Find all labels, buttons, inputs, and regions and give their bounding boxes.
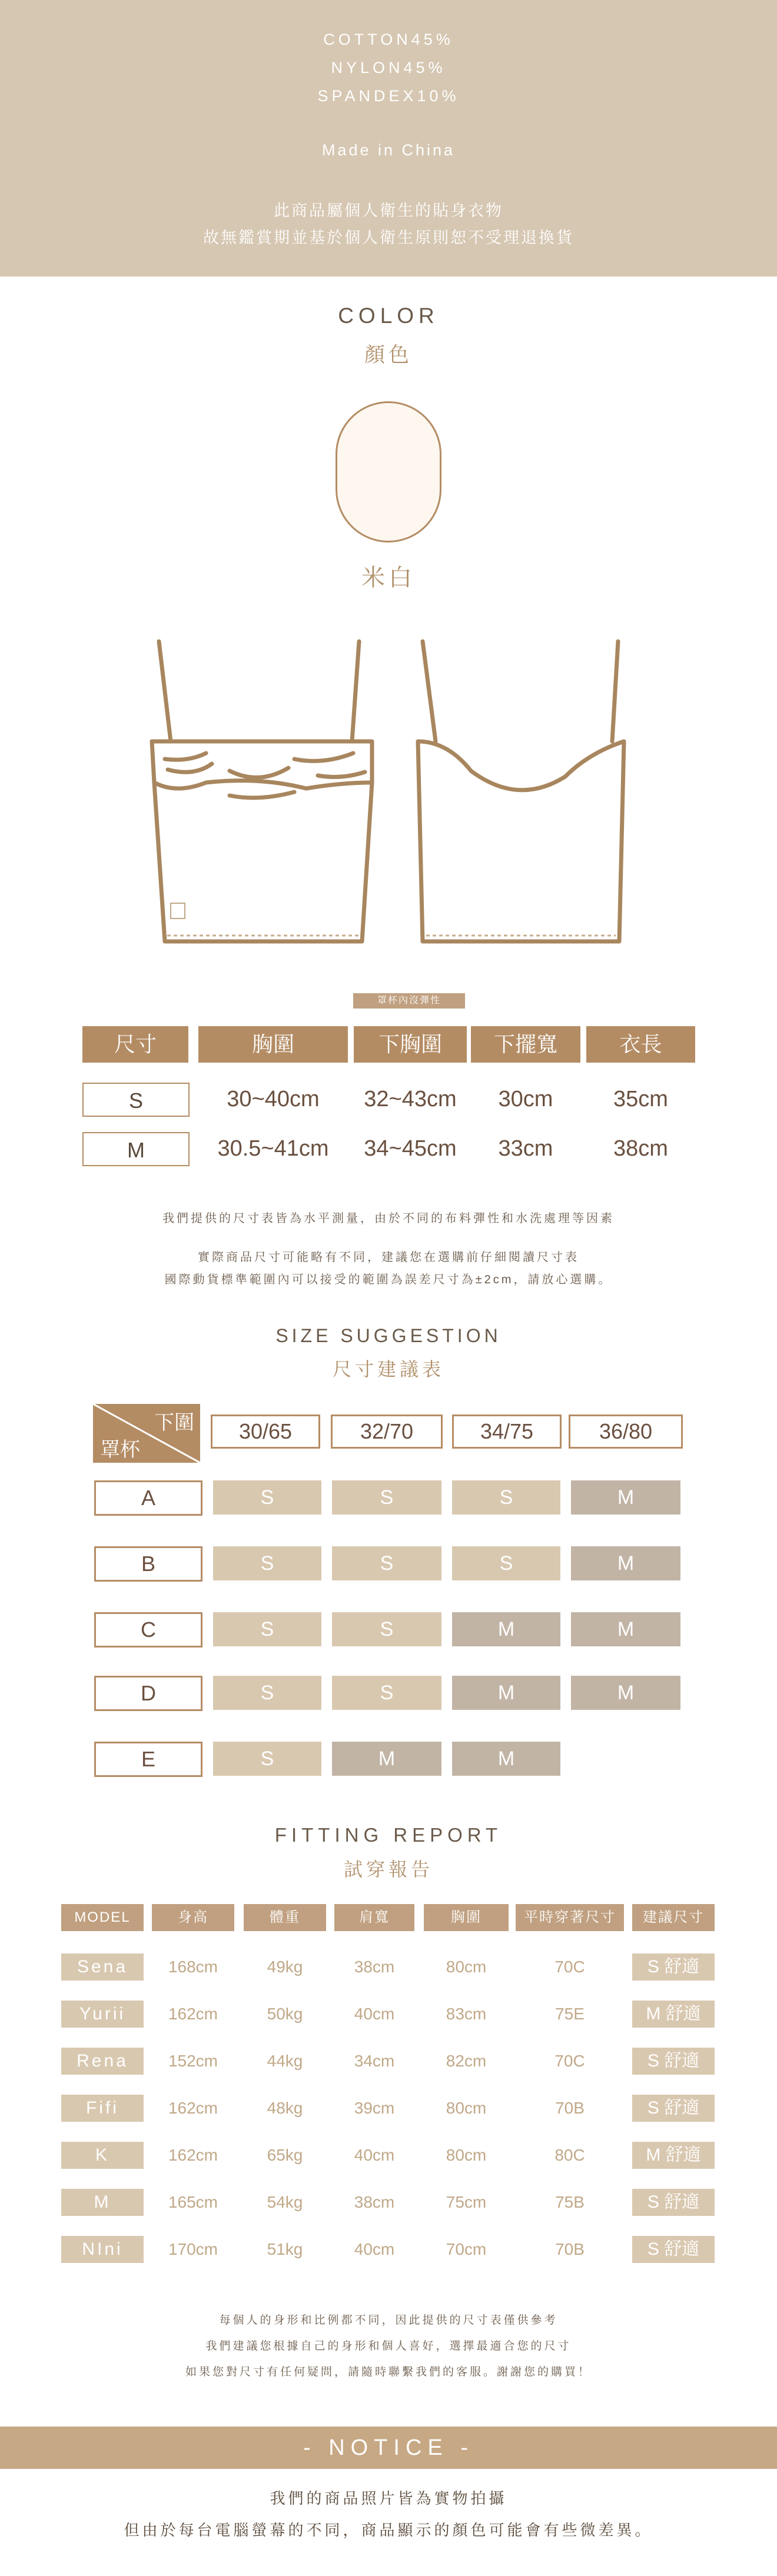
size-header-underbust: 下胸圍	[354, 1026, 467, 1063]
color-swatch	[336, 401, 441, 543]
size-row-m-size: M	[82, 1132, 190, 1166]
fit-cell: 70B	[555, 2099, 585, 2117]
front-left-strap	[159, 641, 171, 741]
fit-suggest: S 舒適	[632, 2189, 715, 2216]
fit-suggest: S 舒適	[632, 1953, 715, 1981]
cup-e: E	[94, 1742, 202, 1777]
made-in: Made in China	[321, 141, 456, 159]
fit-cell: 51kg	[267, 2240, 303, 2258]
fit-cell: 80cm	[446, 1958, 487, 1976]
material-cotton: COTTON45%	[323, 31, 454, 48]
corner-band-label: 下圍	[154, 1412, 194, 1434]
back-right-strap	[612, 641, 618, 741]
fit-model-m: M	[61, 2189, 144, 2216]
band-header-3: 34/75	[452, 1415, 562, 1449]
color-name: 米白	[361, 565, 416, 591]
fit-suggest: S 舒適	[632, 2048, 715, 2075]
size-note-1: 我們提供的尺寸表皆為水平測量，由於不同的布料彈性和水洗處理等因素	[162, 1212, 615, 1225]
fit-cell: 50kg	[267, 2005, 303, 2023]
fit-cell: 75B	[555, 2193, 585, 2211]
suggest-a-3: S	[452, 1480, 560, 1515]
suggestion-title-zh: 尺寸建議表	[332, 1359, 444, 1380]
size-row-s-size: S	[82, 1083, 190, 1117]
size-header-size: 尺寸	[82, 1026, 188, 1063]
fitting-note-3: 如果您對尺寸有任何疑問，請隨時聯繫我們的客服。謝謝您的購買！	[185, 2366, 592, 2378]
fit-model-k: K	[61, 2142, 144, 2169]
fit-header-height: 身高	[152, 1904, 234, 1931]
fit-cell: 165cm	[168, 2193, 218, 2211]
notice-line-2: 但由於每台電腦螢幕的不同，商品顯示的顏色可能會有些微差異。	[124, 2521, 653, 2539]
size-row-s-hem: 30cm	[498, 1087, 553, 1111]
material-banner	[0, 0, 777, 277]
fit-cell: 49kg	[267, 1958, 303, 1976]
suggest-c-2: S	[332, 1612, 441, 1646]
back-left-strap	[423, 641, 436, 741]
fit-cell: 80C	[554, 2146, 585, 2164]
fit-header-model: MODEL	[61, 1904, 144, 1931]
fit-cell: 70B	[555, 2240, 585, 2258]
fit-model-fifi: Fifi	[61, 2095, 144, 2122]
suggest-c-1: S	[213, 1612, 321, 1646]
fit-cell: 70cm	[446, 2240, 487, 2258]
fit-cell: 162cm	[168, 2099, 218, 2117]
fit-cell: 168cm	[168, 1958, 218, 1976]
fit-model-nini: NIni	[61, 2236, 144, 2263]
suggest-c-3: M	[452, 1612, 560, 1646]
cup-b: B	[94, 1546, 202, 1582]
cup-c: C	[94, 1612, 202, 1648]
suggest-a-4: M	[571, 1480, 680, 1515]
suggest-c-4: M	[571, 1612, 680, 1646]
fit-header-shoulder: 肩寬	[334, 1904, 414, 1931]
cup-a: A	[94, 1480, 202, 1516]
size-row-m-length: 38cm	[613, 1136, 668, 1161]
suggest-b-3: S	[452, 1546, 560, 1580]
fit-cell: 38cm	[354, 1958, 395, 1976]
size-row-s-chest: 30~40cm	[227, 1087, 320, 1111]
fitting-note-2: 我們建議您根據自己的身形和個人喜好，選擇最適合您的尺寸	[205, 2340, 572, 2352]
size-header-hem: 下擺寬	[471, 1026, 580, 1063]
size-row-m-hem: 33cm	[498, 1136, 553, 1161]
material-nylon: NYLON45%	[331, 59, 446, 76]
hygiene-line-1: 此商品屬個人衛生的貼身衣物	[274, 202, 503, 219]
suggest-b-2: S	[332, 1546, 441, 1580]
fitting-title-zh: 試穿報告	[343, 1859, 433, 1880]
fit-cell: 40cm	[354, 2146, 395, 2164]
fit-cell: 38cm	[354, 2193, 395, 2211]
fit-suggest: M 舒適	[632, 2142, 715, 2169]
fit-cell: 48kg	[267, 2099, 303, 2117]
fit-header-weight: 體重	[244, 1904, 326, 1931]
back-body	[418, 741, 624, 941]
fit-cell: 39cm	[354, 2099, 395, 2117]
fit-cell: 70C	[554, 1958, 585, 1976]
color-title-zh: 顏色	[364, 344, 413, 367]
fit-cell: 80cm	[446, 2099, 487, 2117]
size-header-chest: 胸圍	[198, 1026, 348, 1063]
suggest-e-2: M	[332, 1742, 441, 1776]
fit-cell: 75cm	[446, 2193, 487, 2211]
front-right-strap	[352, 641, 359, 741]
fit-cell: 44kg	[267, 2052, 303, 2070]
material-spandex: SPANDEX10%	[317, 87, 460, 105]
fit-header-usual: 平時穿著尺寸	[516, 1904, 624, 1931]
suggest-e-3: M	[452, 1742, 560, 1776]
fitting-note-1: 每個人的身形和比例都不同，因此提供的尺寸表僅供參考	[219, 2314, 558, 2327]
fit-model-sena: Sena	[61, 1953, 144, 1981]
color-title-en: COLOR	[338, 304, 439, 328]
suggest-a-2: S	[332, 1480, 441, 1515]
fit-header-chest: 胸圍	[424, 1904, 509, 1931]
size-header-length: 衣長	[586, 1026, 695, 1063]
band-header-1: 30/65	[211, 1415, 320, 1449]
fit-cell: 82cm	[446, 2052, 487, 2070]
fit-suggest: S 舒適	[632, 2095, 715, 2122]
notice-line-1: 我們的商品照片皆為實物拍攝	[270, 2490, 507, 2507]
size-row-s-length: 35cm	[613, 1087, 668, 1111]
fit-cell: 54kg	[267, 2193, 303, 2211]
fit-cell: 152cm	[168, 2052, 218, 2070]
suggest-b-4: M	[571, 1546, 680, 1580]
suggest-d-4: M	[571, 1676, 680, 1710]
fit-cell: 70C	[554, 2052, 585, 2070]
garment-illustration	[141, 635, 636, 953]
suggest-e-1: S	[213, 1742, 321, 1776]
cup-d: D	[94, 1676, 202, 1711]
fit-cell: 65kg	[267, 2146, 303, 2164]
fit-cell: 162cm	[168, 2005, 218, 2023]
suggest-b-1: S	[213, 1546, 321, 1580]
suggestion-title-en: SIZE SUGGESTION	[275, 1325, 502, 1346]
fit-cell: 40cm	[354, 2240, 395, 2258]
notice-title: - NOTICE -	[0, 2427, 777, 2469]
fit-suggest: M 舒適	[632, 2001, 715, 2028]
size-row-m-underbust: 34~45cm	[364, 1136, 457, 1161]
size-note-2: 實際商品尺寸可能略有不同，建議您在選購前仔細閱讀尺寸表	[198, 1251, 579, 1264]
hygiene-line-2: 故無鑑賞期並基於個人衛生原則恕不受理退換貨	[203, 229, 574, 247]
size-row-m-chest: 30.5~41cm	[217, 1136, 329, 1161]
fit-cell: 80cm	[446, 2146, 487, 2164]
fit-model-rena: Rena	[61, 2048, 144, 2075]
suggest-d-1: S	[213, 1676, 321, 1710]
band-header-4: 36/80	[569, 1415, 683, 1449]
fit-header-suggest: 建議尺寸	[632, 1904, 715, 1931]
fit-model-yurii: Yurii	[61, 2001, 144, 2028]
fit-cell: 162cm	[168, 2146, 218, 2164]
fit-cell: 83cm	[446, 2005, 487, 2023]
suggest-d-3: M	[452, 1676, 560, 1710]
fitting-title-en: FITTING REPORT	[274, 1824, 503, 1846]
elastic-badge: 罩杯內沒彈性	[353, 993, 465, 1009]
corner-cup-label: 罩杯	[100, 1439, 140, 1461]
suggest-d-2: S	[332, 1676, 441, 1710]
fit-suggest: S 舒適	[632, 2236, 715, 2263]
fit-cell: 75E	[555, 2005, 585, 2023]
band-header-2: 32/70	[331, 1415, 443, 1449]
fit-cell: 170cm	[168, 2240, 218, 2258]
size-note-3: 國際動貨標準範圍內可以接受的範圍為誤差尺寸為±2cm，請放心選購。	[164, 1273, 613, 1286]
fit-cell: 34cm	[354, 2052, 395, 2070]
size-row-s-underbust: 32~43cm	[364, 1087, 457, 1111]
fit-cell: 40cm	[354, 2005, 395, 2023]
suggest-a-1: S	[213, 1480, 321, 1515]
label-icon	[171, 903, 185, 918]
